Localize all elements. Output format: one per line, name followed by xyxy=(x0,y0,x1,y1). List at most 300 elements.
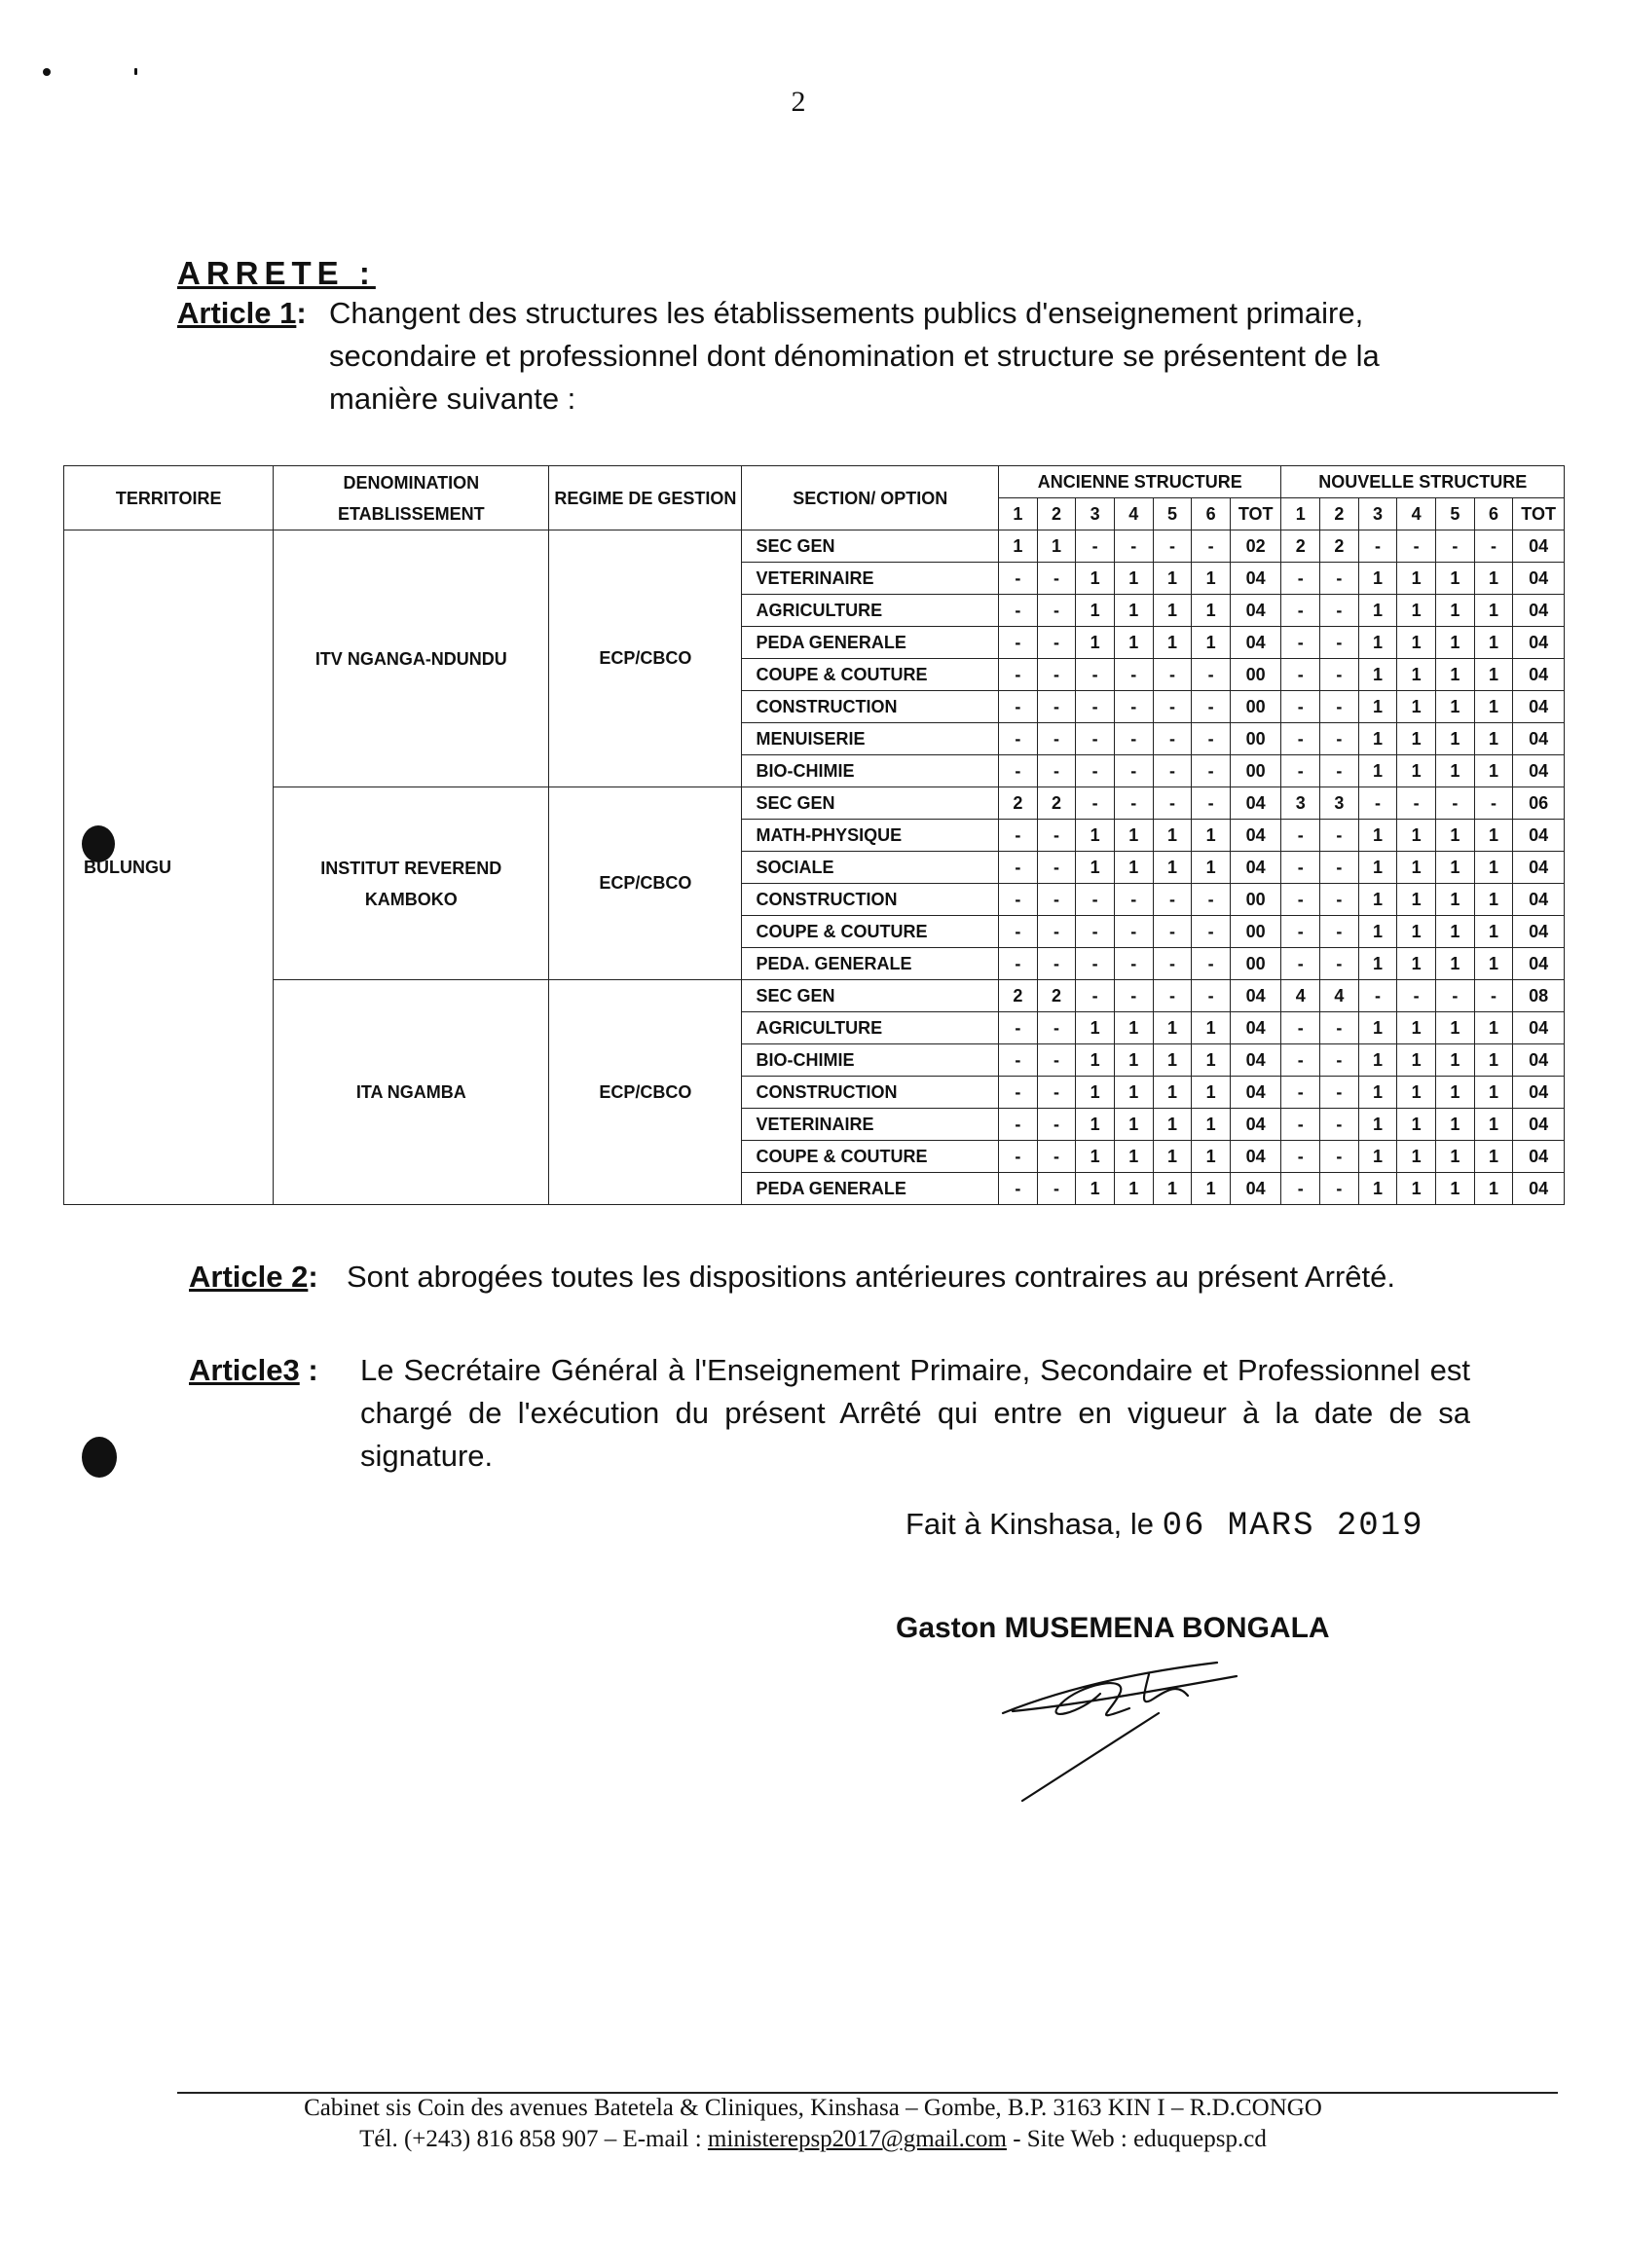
nouvelle-value-cell: - xyxy=(1320,563,1359,595)
ancienne-value-cell: 04 xyxy=(1230,787,1281,820)
nouvelle-value-cell: 1 xyxy=(1358,1109,1397,1141)
ancienne-value-cell: - xyxy=(1076,787,1115,820)
ancienne-value-cell: - xyxy=(1037,1012,1076,1044)
nouvelle-value-cell: 4 xyxy=(1320,980,1359,1012)
nouvelle-value-cell: 1 xyxy=(1474,852,1513,884)
header-nouvelle-col: 1 xyxy=(1281,498,1320,530)
ancienne-value-cell: 04 xyxy=(1230,563,1281,595)
header-ancienne-col: 3 xyxy=(1076,498,1115,530)
ancienne-value-cell: - xyxy=(1153,530,1192,563)
ancienne-value-cell: - xyxy=(1037,659,1076,691)
nouvelle-value-cell: 1 xyxy=(1436,820,1475,852)
ancienne-value-cell: 1 xyxy=(1076,820,1115,852)
nouvelle-value-cell: - xyxy=(1320,852,1359,884)
establishment-name: INSTITUT REVEREND KAMBOKO xyxy=(274,787,549,980)
nouvelle-value-cell: 04 xyxy=(1513,1012,1565,1044)
nouvelle-value-cell: 4 xyxy=(1281,980,1320,1012)
nouvelle-value-cell: 1 xyxy=(1436,852,1475,884)
nouvelle-value-cell: - xyxy=(1320,659,1359,691)
regime-cell: ECP/CBCO xyxy=(549,980,742,1205)
ancienne-value-cell: 1 xyxy=(1076,1044,1115,1077)
nouvelle-value-cell: 1 xyxy=(1474,691,1513,723)
nouvelle-value-cell: 1 xyxy=(1474,1012,1513,1044)
nouvelle-value-cell: 06 xyxy=(1513,787,1565,820)
nouvelle-value-cell: - xyxy=(1320,1173,1359,1205)
ancienne-value-cell: 1 xyxy=(1192,1141,1231,1173)
ancienne-value-cell: - xyxy=(1076,884,1115,916)
nouvelle-value-cell: 1 xyxy=(1436,1012,1475,1044)
ancienne-value-cell: - xyxy=(1037,1044,1076,1077)
nouvelle-value-cell: 1 xyxy=(1474,1044,1513,1077)
ancienne-value-cell: 1 xyxy=(1114,1141,1153,1173)
section-cell: CONSTRUCTION xyxy=(742,1077,999,1109)
ancienne-value-cell: - xyxy=(999,755,1038,787)
ancienne-value-cell: - xyxy=(999,1173,1038,1205)
section-cell: COUPE & COUTURE xyxy=(742,1141,999,1173)
nouvelle-value-cell: - xyxy=(1320,1141,1359,1173)
section-cell: CONSTRUCTION xyxy=(742,884,999,916)
nouvelle-value-cell: 04 xyxy=(1513,948,1565,980)
header-nouvelle-col: 2 xyxy=(1320,498,1359,530)
date-stamp: 06 MARS 2019 xyxy=(1162,1508,1424,1545)
ancienne-value-cell: 04 xyxy=(1230,980,1281,1012)
ancienne-value-cell: - xyxy=(1037,852,1076,884)
nouvelle-value-cell: 04 xyxy=(1513,1141,1565,1173)
nouvelle-value-cell: - xyxy=(1397,530,1436,563)
nouvelle-value-cell: 04 xyxy=(1513,755,1565,787)
establishment-name: ITV NGANGA-NDUNDU xyxy=(274,530,549,787)
nouvelle-value-cell: 3 xyxy=(1320,787,1359,820)
nouvelle-value-cell: - xyxy=(1320,755,1359,787)
nouvelle-value-cell: 1 xyxy=(1397,691,1436,723)
nouvelle-value-cell: - xyxy=(1320,595,1359,627)
ancienne-value-cell: - xyxy=(1114,916,1153,948)
ancienne-value-cell: - xyxy=(1192,691,1231,723)
ancienne-value-cell: - xyxy=(999,884,1038,916)
ancienne-value-cell: 04 xyxy=(1230,595,1281,627)
ancienne-value-cell: - xyxy=(1037,723,1076,755)
section-cell: SEC GEN xyxy=(742,980,999,1012)
header-ancienne-col: 6 xyxy=(1192,498,1231,530)
ancienne-value-cell: - xyxy=(1037,1141,1076,1173)
nouvelle-value-cell: 1 xyxy=(1397,916,1436,948)
nouvelle-value-cell: - xyxy=(1320,916,1359,948)
ancienne-value-cell: - xyxy=(1037,1077,1076,1109)
nouvelle-value-cell: 1 xyxy=(1358,916,1397,948)
header-ancienne-col: TOT xyxy=(1230,498,1281,530)
arrete-heading: ARRETE : xyxy=(177,255,376,291)
nouvelle-value-cell: 1 xyxy=(1397,1173,1436,1205)
ancienne-value-cell: 00 xyxy=(1230,948,1281,980)
nouvelle-value-cell: 1 xyxy=(1436,1141,1475,1173)
ancienne-value-cell: 2 xyxy=(1037,787,1076,820)
section-cell: SEC GEN xyxy=(742,530,999,563)
article-2-text: Sont abrogées toutes les dispositions antérieures contraires au présent Arrêté. xyxy=(347,1260,1396,1294)
nouvelle-value-cell: 3 xyxy=(1281,787,1320,820)
section-cell: PEDA GENERALE xyxy=(742,1173,999,1205)
header-ancienne-col: 5 xyxy=(1153,498,1192,530)
ancienne-value-cell: - xyxy=(1114,691,1153,723)
place-date xyxy=(905,1507,1424,1545)
ancienne-value-cell: 1 xyxy=(1192,563,1231,595)
section-cell: COUPE & COUTURE xyxy=(742,659,999,691)
ancienne-value-cell: - xyxy=(1192,980,1231,1012)
nouvelle-value-cell: 1 xyxy=(1358,691,1397,723)
article-2 xyxy=(189,1256,1455,1353)
ancienne-value-cell: - xyxy=(1192,787,1231,820)
nouvelle-value-cell: 1 xyxy=(1358,1012,1397,1044)
nouvelle-value-cell: - xyxy=(1320,948,1359,980)
nouvelle-value-cell: - xyxy=(1320,820,1359,852)
nouvelle-value-cell: - xyxy=(1281,627,1320,659)
ancienne-value-cell: - xyxy=(1153,691,1192,723)
ancienne-value-cell: 2 xyxy=(999,980,1038,1012)
header-nouvelle-col: 4 xyxy=(1397,498,1436,530)
ancienne-value-cell: 1 xyxy=(1153,1044,1192,1077)
nouvelle-value-cell: - xyxy=(1281,563,1320,595)
nouvelle-value-cell: 04 xyxy=(1513,595,1565,627)
nouvelle-value-cell: 1 xyxy=(1474,1077,1513,1109)
nouvelle-value-cell: 04 xyxy=(1513,1109,1565,1141)
nouvelle-value-cell: - xyxy=(1281,659,1320,691)
ancienne-value-cell: 1 xyxy=(1076,1141,1115,1173)
handwritten-signature xyxy=(983,1655,1275,1811)
ancienne-value-cell: 04 xyxy=(1230,852,1281,884)
nouvelle-value-cell: 1 xyxy=(1358,1173,1397,1205)
footer-website: - Site Web : eduquepsp.cd xyxy=(1013,2126,1267,2152)
punch-hole-dot xyxy=(82,1437,117,1478)
ancienne-value-cell: - xyxy=(1192,723,1231,755)
nouvelle-value-cell: 1 xyxy=(1358,563,1397,595)
ancienne-value-cell: - xyxy=(1037,916,1076,948)
article-1-text: Changent des structures les établissements publics d'enseignement primaire, secondaire et professionnel dont dénomination et structure se présentent de la manière suivante : xyxy=(329,296,1380,416)
nouvelle-value-cell: 1 xyxy=(1436,691,1475,723)
ancienne-value-cell: - xyxy=(1037,884,1076,916)
nouvelle-value-cell: 1 xyxy=(1474,563,1513,595)
ancienne-value-cell: - xyxy=(1153,916,1192,948)
nouvelle-value-cell: 04 xyxy=(1513,1044,1565,1077)
nouvelle-value-cell: 1 xyxy=(1397,1044,1436,1077)
ancienne-value-cell: - xyxy=(999,1077,1038,1109)
ancienne-value-cell: - xyxy=(1153,948,1192,980)
nouvelle-value-cell: 1 xyxy=(1358,820,1397,852)
ancienne-value-cell: 04 xyxy=(1230,1109,1281,1141)
nouvelle-value-cell: - xyxy=(1358,530,1397,563)
nouvelle-value-cell: 1 xyxy=(1397,820,1436,852)
ancienne-value-cell: - xyxy=(1114,659,1153,691)
ancienne-value-cell: - xyxy=(999,1141,1038,1173)
regime-cell: ECP/CBCO xyxy=(549,787,742,980)
ancienne-value-cell: - xyxy=(1114,530,1153,563)
nouvelle-value-cell: 1 xyxy=(1358,659,1397,691)
ancienne-value-cell: - xyxy=(1037,691,1076,723)
ancienne-value-cell: - xyxy=(1076,916,1115,948)
nouvelle-value-cell: 04 xyxy=(1513,1077,1565,1109)
ancienne-value-cell: - xyxy=(1037,563,1076,595)
nouvelle-value-cell: - xyxy=(1320,1044,1359,1077)
ancienne-value-cell: - xyxy=(999,627,1038,659)
ancienne-value-cell: - xyxy=(999,563,1038,595)
ancienne-value-cell: - xyxy=(999,723,1038,755)
nouvelle-value-cell: - xyxy=(1281,820,1320,852)
ancienne-value-cell: 1 xyxy=(1192,627,1231,659)
ancienne-value-cell: 04 xyxy=(1230,1077,1281,1109)
nouvelle-value-cell: 1 xyxy=(1436,1044,1475,1077)
ancienne-value-cell: - xyxy=(999,1012,1038,1044)
ancienne-value-cell: 1 xyxy=(1076,1173,1115,1205)
nouvelle-value-cell: 1 xyxy=(1474,1173,1513,1205)
nouvelle-value-cell: 1 xyxy=(1397,723,1436,755)
nouvelle-value-cell: 04 xyxy=(1513,1173,1565,1205)
footer xyxy=(0,2093,1626,2155)
ancienne-value-cell: - xyxy=(1153,884,1192,916)
footer-address: Cabinet sis Coin des avenues Batetela & Cliniques, Kinshasa – Gombe, B.P. 3163 KIN I – R.D.CONGO xyxy=(304,2095,1322,2121)
nouvelle-value-cell: - xyxy=(1281,755,1320,787)
section-cell: MENUISERIE xyxy=(742,723,999,755)
nouvelle-value-cell: - xyxy=(1281,948,1320,980)
nouvelle-value-cell: - xyxy=(1436,787,1475,820)
nouvelle-value-cell: - xyxy=(1281,916,1320,948)
nouvelle-value-cell: 1 xyxy=(1397,948,1436,980)
ancienne-value-cell: - xyxy=(1037,948,1076,980)
nouvelle-value-cell: 1 xyxy=(1474,659,1513,691)
ancienne-value-cell: 2 xyxy=(1037,980,1076,1012)
section-cell: PEDA. GENERALE xyxy=(742,948,999,980)
ancienne-value-cell: 00 xyxy=(1230,884,1281,916)
nouvelle-value-cell: - xyxy=(1281,595,1320,627)
header-ancienne-col: 1 xyxy=(999,498,1038,530)
ancienne-value-cell: 1 xyxy=(1153,595,1192,627)
ancienne-value-cell: 1 xyxy=(1076,563,1115,595)
nouvelle-value-cell: - xyxy=(1281,1044,1320,1077)
article-3-label: Article3 : xyxy=(189,1353,318,1387)
nouvelle-value-cell: 1 xyxy=(1474,948,1513,980)
nouvelle-value-cell: 1 xyxy=(1436,916,1475,948)
nouvelle-value-cell: - xyxy=(1320,627,1359,659)
ancienne-value-cell: 1 xyxy=(999,530,1038,563)
nouvelle-value-cell: - xyxy=(1320,691,1359,723)
ancienne-value-cell: - xyxy=(999,691,1038,723)
ancienne-value-cell: 04 xyxy=(1230,1044,1281,1077)
nouvelle-value-cell: - xyxy=(1281,691,1320,723)
nouvelle-value-cell: 1 xyxy=(1436,948,1475,980)
footer-contact xyxy=(0,2124,1626,2155)
nouvelle-value-cell: 2 xyxy=(1281,530,1320,563)
nouvelle-value-cell: 1 xyxy=(1397,627,1436,659)
ancienne-value-cell: - xyxy=(1037,755,1076,787)
nouvelle-value-cell: - xyxy=(1436,530,1475,563)
ancienne-value-cell: 00 xyxy=(1230,691,1281,723)
nouvelle-value-cell: 1 xyxy=(1474,916,1513,948)
nouvelle-value-cell: 1 xyxy=(1358,1141,1397,1173)
nouvelle-value-cell: 04 xyxy=(1513,691,1565,723)
nouvelle-value-cell: 1 xyxy=(1436,563,1475,595)
nouvelle-value-cell: - xyxy=(1281,852,1320,884)
ancienne-value-cell: 1 xyxy=(1192,1109,1231,1141)
section-cell: AGRICULTURE xyxy=(742,595,999,627)
header-nouvelle-col: TOT xyxy=(1513,498,1565,530)
nouvelle-value-cell: - xyxy=(1281,1141,1320,1173)
ancienne-value-cell: 1 xyxy=(1153,1173,1192,1205)
nouvelle-value-cell: - xyxy=(1397,787,1436,820)
nouvelle-value-cell: 1 xyxy=(1358,1044,1397,1077)
establishment-name: ITA NGAMBA xyxy=(274,980,549,1205)
section-cell: PEDA GENERALE xyxy=(742,627,999,659)
nouvelle-value-cell: 1 xyxy=(1358,595,1397,627)
nouvelle-value-cell: 1 xyxy=(1397,1109,1436,1141)
ancienne-value-cell: - xyxy=(1037,627,1076,659)
ancienne-value-cell: 1 xyxy=(1114,1077,1153,1109)
nouvelle-value-cell: 1 xyxy=(1474,820,1513,852)
ancienne-value-cell: 1 xyxy=(1076,627,1115,659)
ancienne-value-cell: 00 xyxy=(1230,916,1281,948)
nouvelle-value-cell: 1 xyxy=(1397,755,1436,787)
nouvelle-value-cell: - xyxy=(1281,884,1320,916)
article-3 xyxy=(189,1349,1484,1485)
ancienne-value-cell: - xyxy=(1037,1173,1076,1205)
ancienne-value-cell: - xyxy=(1153,659,1192,691)
nouvelle-value-cell: 1 xyxy=(1436,659,1475,691)
ancienne-value-cell: - xyxy=(1114,884,1153,916)
nouvelle-value-cell: - xyxy=(1474,787,1513,820)
nouvelle-value-cell: - xyxy=(1281,1173,1320,1205)
ancienne-value-cell: 04 xyxy=(1230,627,1281,659)
article-1-label: Article 1: xyxy=(177,296,307,330)
ancienne-value-cell: 00 xyxy=(1230,723,1281,755)
ancienne-value-cell: - xyxy=(1076,723,1115,755)
ancienne-value-cell: - xyxy=(1076,530,1115,563)
ancienne-value-cell: 04 xyxy=(1230,1141,1281,1173)
header-territoire: TERRITOIRE xyxy=(64,466,274,530)
ancienne-value-cell: - xyxy=(1076,691,1115,723)
article-3-text: Le Secrétaire Général à l'Enseignement Primaire, Secondaire et Professionnel est chargé de l'exécution du présent Arrêté qui entre en vigueur à la date de sa signature. xyxy=(360,1353,1470,1473)
ancienne-value-cell: - xyxy=(999,948,1038,980)
ancienne-value-cell: 1 xyxy=(1153,1012,1192,1044)
ancienne-value-cell: - xyxy=(1192,530,1231,563)
header-regime: REGIME DE GESTION xyxy=(549,466,742,530)
footer-email-link[interactable]: ministerepsp2017@gmail.com xyxy=(707,2126,1007,2152)
section-cell: MATH-PHYSIQUE xyxy=(742,820,999,852)
territoire-cell: BULUNGU xyxy=(64,530,274,1205)
nouvelle-value-cell: 1 xyxy=(1436,627,1475,659)
ancienne-value-cell: 1 xyxy=(1114,627,1153,659)
section-cell: SEC GEN xyxy=(742,787,999,820)
header-denomination: DENOMINATION ETABLISSEMENT xyxy=(274,466,549,530)
ancienne-value-cell: - xyxy=(1114,787,1153,820)
nouvelle-value-cell: - xyxy=(1358,980,1397,1012)
ancienne-value-cell: 1 xyxy=(1037,530,1076,563)
nouvelle-value-cell: 1 xyxy=(1474,1109,1513,1141)
nouvelle-value-cell: 1 xyxy=(1397,1141,1436,1173)
nouvelle-value-cell: 1 xyxy=(1397,595,1436,627)
section-cell: COUPE & COUTURE xyxy=(742,916,999,948)
regime-cell: ECP/CBCO xyxy=(549,530,742,787)
scan-mark-dot xyxy=(43,68,51,76)
header-nouvelle-col: 5 xyxy=(1436,498,1475,530)
ancienne-value-cell: - xyxy=(999,1044,1038,1077)
nouvelle-value-cell: 04 xyxy=(1513,659,1565,691)
nouvelle-value-cell: - xyxy=(1281,723,1320,755)
ancienne-value-cell: 1 xyxy=(1192,1077,1231,1109)
section-cell: VETERINAIRE xyxy=(742,1109,999,1141)
ancienne-value-cell: 1 xyxy=(1114,820,1153,852)
ancienne-value-cell: 1 xyxy=(1153,1077,1192,1109)
scan-mark-dot xyxy=(134,68,137,75)
nouvelle-value-cell: - xyxy=(1281,1012,1320,1044)
nouvelle-value-cell: - xyxy=(1281,1077,1320,1109)
nouvelle-value-cell: 1 xyxy=(1474,1141,1513,1173)
ancienne-value-cell: - xyxy=(999,916,1038,948)
nouvelle-value-cell: 04 xyxy=(1513,723,1565,755)
header-section: SECTION/ OPTION xyxy=(742,466,999,530)
ancienne-value-cell: 1 xyxy=(1192,595,1231,627)
nouvelle-value-cell: 1 xyxy=(1436,723,1475,755)
ancienne-value-cell: 1 xyxy=(1153,563,1192,595)
ancienne-value-cell: 1 xyxy=(1076,1077,1115,1109)
ancienne-value-cell: - xyxy=(1153,980,1192,1012)
ancienne-value-cell: 1 xyxy=(1153,820,1192,852)
nouvelle-value-cell: 1 xyxy=(1474,595,1513,627)
nouvelle-value-cell: 1 xyxy=(1474,755,1513,787)
nouvelle-value-cell: - xyxy=(1281,1109,1320,1141)
nouvelle-value-cell: 1 xyxy=(1436,595,1475,627)
nouvelle-value-cell: 1 xyxy=(1397,563,1436,595)
ancienne-value-cell: - xyxy=(1076,980,1115,1012)
ancienne-value-cell: 1 xyxy=(1192,852,1231,884)
nouvelle-value-cell: 04 xyxy=(1513,820,1565,852)
nouvelle-value-cell: 1 xyxy=(1397,659,1436,691)
ancienne-value-cell: 04 xyxy=(1230,1012,1281,1044)
nouvelle-value-cell: 1 xyxy=(1358,884,1397,916)
ancienne-value-cell: 2 xyxy=(999,787,1038,820)
nouvelle-value-cell: 1 xyxy=(1436,1109,1475,1141)
ancienne-value-cell: 00 xyxy=(1230,755,1281,787)
ancienne-value-cell: - xyxy=(1114,980,1153,1012)
ancienne-value-cell: - xyxy=(1076,755,1115,787)
ancienne-value-cell: 1 xyxy=(1114,852,1153,884)
ancienne-value-cell: 1 xyxy=(1153,627,1192,659)
nouvelle-value-cell: 04 xyxy=(1513,852,1565,884)
nouvelle-value-cell: 1 xyxy=(1358,627,1397,659)
nouvelle-value-cell: - xyxy=(1320,884,1359,916)
section-cell: CONSTRUCTION xyxy=(742,691,999,723)
nouvelle-value-cell: - xyxy=(1320,1077,1359,1109)
ancienne-value-cell: - xyxy=(999,595,1038,627)
place-date-prefix: Fait à Kinshasa, le xyxy=(905,1507,1155,1541)
nouvelle-value-cell: - xyxy=(1474,980,1513,1012)
table-row xyxy=(64,530,1565,563)
ancienne-value-cell: 1 xyxy=(1076,595,1115,627)
ancienne-value-cell: - xyxy=(1076,948,1115,980)
nouvelle-value-cell: 04 xyxy=(1513,627,1565,659)
section-cell: VETERINAIRE xyxy=(742,563,999,595)
section-cell: SOCIALE xyxy=(742,852,999,884)
section-cell: BIO-CHIMIE xyxy=(742,755,999,787)
nouvelle-value-cell: - xyxy=(1320,1109,1359,1141)
header-ancienne-col: 4 xyxy=(1114,498,1153,530)
nouvelle-value-cell: 1 xyxy=(1397,1077,1436,1109)
ancienne-value-cell: - xyxy=(1192,659,1231,691)
ancienne-value-cell: 04 xyxy=(1230,1173,1281,1205)
ancienne-value-cell: 1 xyxy=(1153,1109,1192,1141)
ancienne-value-cell: - xyxy=(1153,755,1192,787)
nouvelle-value-cell: 04 xyxy=(1513,530,1565,563)
ancienne-value-cell: - xyxy=(1192,884,1231,916)
ancienne-value-cell: 1 xyxy=(1114,563,1153,595)
nouvelle-value-cell: 1 xyxy=(1474,884,1513,916)
ancienne-value-cell: 1 xyxy=(1114,1173,1153,1205)
ancienne-value-cell: 04 xyxy=(1230,820,1281,852)
